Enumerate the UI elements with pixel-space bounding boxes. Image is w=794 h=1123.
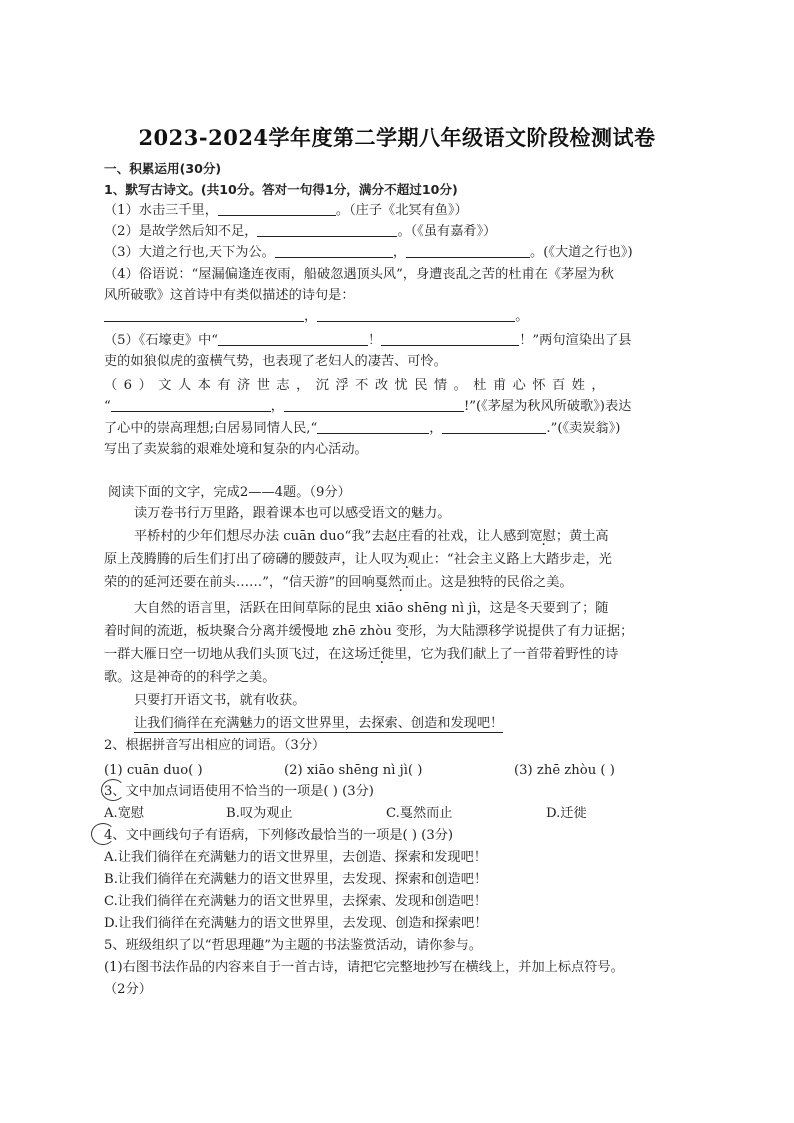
- question-1-item-5: [104, 330, 692, 351]
- option-b[interactable]: B.叹为观止: [226, 806, 293, 821]
- question-4-option-d[interactable]: D.让我们徜徉在充满魅力的语文世界里，去发现、创造和探索吧！: [104, 916, 488, 931]
- item-text: 。（庄子《北冥有鱼》）: [335, 203, 468, 218]
- question-4-stem: 文中画线句子有语病，下列修改最恰当的一项是( ) (3分): [125, 828, 454, 843]
- reading-paragraph-4: 只要打开语文书，就有收获。: [134, 693, 306, 708]
- question-3-stem-line: [104, 781, 692, 802]
- answer-blank[interactable]: [317, 307, 515, 322]
- dotted-word-qianxi: 迁徙: [367, 647, 395, 662]
- question-1-item-6-line-2: “ ， !”(《茅屋为秋风所破歌》)表达: [104, 399, 632, 414]
- question-3-options: [104, 803, 692, 824]
- item-text: ！: [368, 333, 382, 348]
- item-text: （2）是故学然后知不足，: [104, 224, 258, 239]
- passage-text: 里，它为我们献上了一首带着野性的诗: [394, 647, 619, 662]
- question-1-item-6-line-4: 写出了卖炭翁的艰难处境和复杂的内心活动。: [104, 442, 368, 457]
- answer-blank[interactable]: [381, 331, 519, 346]
- passage-text: 平桥村的少年们想尽办法 cuān duo“我”去赵庄看的社戏，让人感到: [134, 529, 530, 544]
- dotted-word-tanweiguanzhi: 叹为观止: [380, 552, 434, 567]
- answer-blank[interactable]: [111, 397, 271, 412]
- item-text: 。（《虽有嘉肴》）: [397, 224, 497, 239]
- passage-text: 。这是独特的民俗之美。: [427, 575, 573, 590]
- question-4-option-a[interactable]: A.让我们徜徉在充满魅力的语文世界里，去创造、探索和发现吧！: [104, 850, 487, 865]
- reading-paragraph-2-line-1: [134, 526, 722, 547]
- underlined-sentence: 让我们徜徉在充满魅力的语文世界里，去探索、创造和发现吧！: [134, 716, 504, 731]
- question-1-item-4-line-1: （4）俗语说：“屋漏偏逢连夜雨，船破忽遇顶头风”，身遭丧乱之苦的杜甫在《茅屋为秋: [104, 267, 614, 282]
- option-d[interactable]: D.迁徙: [546, 806, 587, 821]
- passage-text: 一群大雁日空一切地从我们头顶飞过，在这场: [104, 647, 368, 662]
- answer-blank[interactable]: [406, 243, 530, 258]
- reading-paragraph-3-line-2: 着时间的流逝，板块聚合分离并缓慢地 zhē zhòu 变形，为大陆漂移学说提供了有力证据；: [104, 624, 634, 639]
- question-4-option-b[interactable]: B.让我们徜徉在充满魅力的语文世界里，去发现、探索和创造吧！: [104, 872, 488, 887]
- item-text: （3）大道之行也,天下为公。: [104, 245, 275, 260]
- reading-paragraph-2-line-2: [104, 549, 692, 570]
- reading-paragraph-3-line-4: 歌。这是神奇的的科学之美。: [104, 670, 276, 685]
- question-1-item-1: [104, 200, 692, 221]
- question-1-item-2: [104, 221, 692, 242]
- item-text: .”(《卖炭翁》): [546, 421, 621, 436]
- question-1-item-6-line-3: 了心中的崇高理想;白居易同情人民,“ ， .”(《卖炭翁》): [104, 421, 621, 436]
- answer-blank[interactable]: [275, 243, 393, 258]
- item-text: 了心中的崇高理想;白居易同情人民,“: [104, 421, 318, 436]
- option-c[interactable]: C.戛然而止: [386, 806, 453, 821]
- answer-blank[interactable]: [284, 397, 464, 412]
- reading-paragraph-3-line-1: 大自然的语言里，活跃在田间草际的昆虫 xiāo shēng nì jì，这是冬天要到了；随: [134, 601, 609, 616]
- question-3-number: 3、: [104, 784, 126, 799]
- pinyin-blank-1[interactable]: (1) cuān duo( ): [104, 763, 203, 778]
- question-1-item-4-line-2: 风所破歌》这首诗中有类似描述的诗句是：: [104, 288, 355, 303]
- reading-paragraph-1: 读万卷书行万里路，跟着课本也可以感受语文的魅力。: [134, 506, 451, 521]
- dotted-word-kuanwei: 宽慰: [529, 529, 556, 544]
- reading-paragraph-3-line-3: [104, 644, 692, 665]
- question-1-item-3: （3）大道之行也,天下为公。 ， 。(《大道之行也》): [104, 245, 633, 260]
- question-2-stem: 2、根据拼音写出相应的词语。（3分）: [104, 738, 326, 753]
- question-5-stem: 5、班级组织了以“哲思理趣”为主题的书法鉴赏活动，请你参与。: [104, 938, 482, 953]
- item-text: ！”两句渲染出了县: [519, 333, 632, 348]
- page-title: 2023-2024学年度第二学期八年级语文阶段检测试卷: [138, 125, 656, 150]
- question-1-item-6-line-1: （6）文人本有济世志，沉浮不改忧民情。杜甫心怀百姓，: [104, 378, 612, 393]
- answer-blank[interactable]: [104, 307, 304, 322]
- question-5-sub-1: (1)右图书法作品的内容来自于一首古诗，请把它完整地抄写在横线上，并加上标点符号。: [104, 960, 624, 975]
- question-5-score: （2分）: [104, 982, 152, 997]
- passage-text: 荣的的延河还要在前头……”，“信天游”的回响: [104, 575, 375, 590]
- option-a[interactable]: A.宽慰: [104, 806, 145, 821]
- question-1-item-5-line-2: 吏的如狼似虎的蛮横气势，也表现了老妇人的凄苦、可怜。: [104, 354, 447, 369]
- question-3-stem: 文中加点词语使用不恰当的一项是( ) (3分): [125, 784, 374, 799]
- passage-text: ；黄土高: [555, 529, 609, 544]
- question-1-stem: 1、默写古诗文。(共10分。答对一句得1分，满分不超过10分): [104, 182, 458, 197]
- pinyin-blank-2[interactable]: (2) xiāo shēng nì jì( ): [284, 763, 423, 778]
- item-text: !”(《茅屋为秋风所破歌》)表达: [463, 399, 632, 414]
- item-text: （1）水击三千里，: [104, 203, 218, 218]
- question-2-options: [104, 760, 692, 781]
- item-text: （5）《石壕吏》中“: [104, 333, 219, 348]
- question-1-item-4-answer: ， 。: [104, 306, 692, 327]
- answer-blank[interactable]: [218, 331, 368, 346]
- question-4-number: 4、: [104, 828, 126, 843]
- question-4-stem-line: [104, 825, 692, 846]
- pinyin-blank-3[interactable]: (3) zhē zhòu ( ): [514, 763, 615, 778]
- answer-blank[interactable]: [257, 222, 397, 237]
- passage-text: ：“社会主义路上大踏步走，光: [433, 552, 612, 567]
- passage-text: 原上茂腾腾的后生们打出了磅礴的腰鼓声，让人: [104, 552, 381, 567]
- dotted-word-jiaranerzhi: 戛然而止: [374, 575, 428, 590]
- answer-blank[interactable]: [442, 419, 546, 434]
- answer-blank[interactable]: [317, 419, 429, 434]
- item-text: 。(《大道之行也》): [530, 245, 633, 260]
- answer-blank[interactable]: [218, 201, 336, 216]
- section-heading: 一、积累运用(30分): [104, 161, 222, 176]
- reading-intro: 阅读下面的文字，完成2——4题。（9分）: [108, 485, 351, 500]
- question-4-option-c[interactable]: C.让我们徜徉在充满魅力的语文世界里，去探索、发现和创造吧！: [104, 894, 488, 909]
- reading-paragraph-2-line-3: [104, 572, 692, 593]
- reading-paragraph-5: [134, 713, 722, 734]
